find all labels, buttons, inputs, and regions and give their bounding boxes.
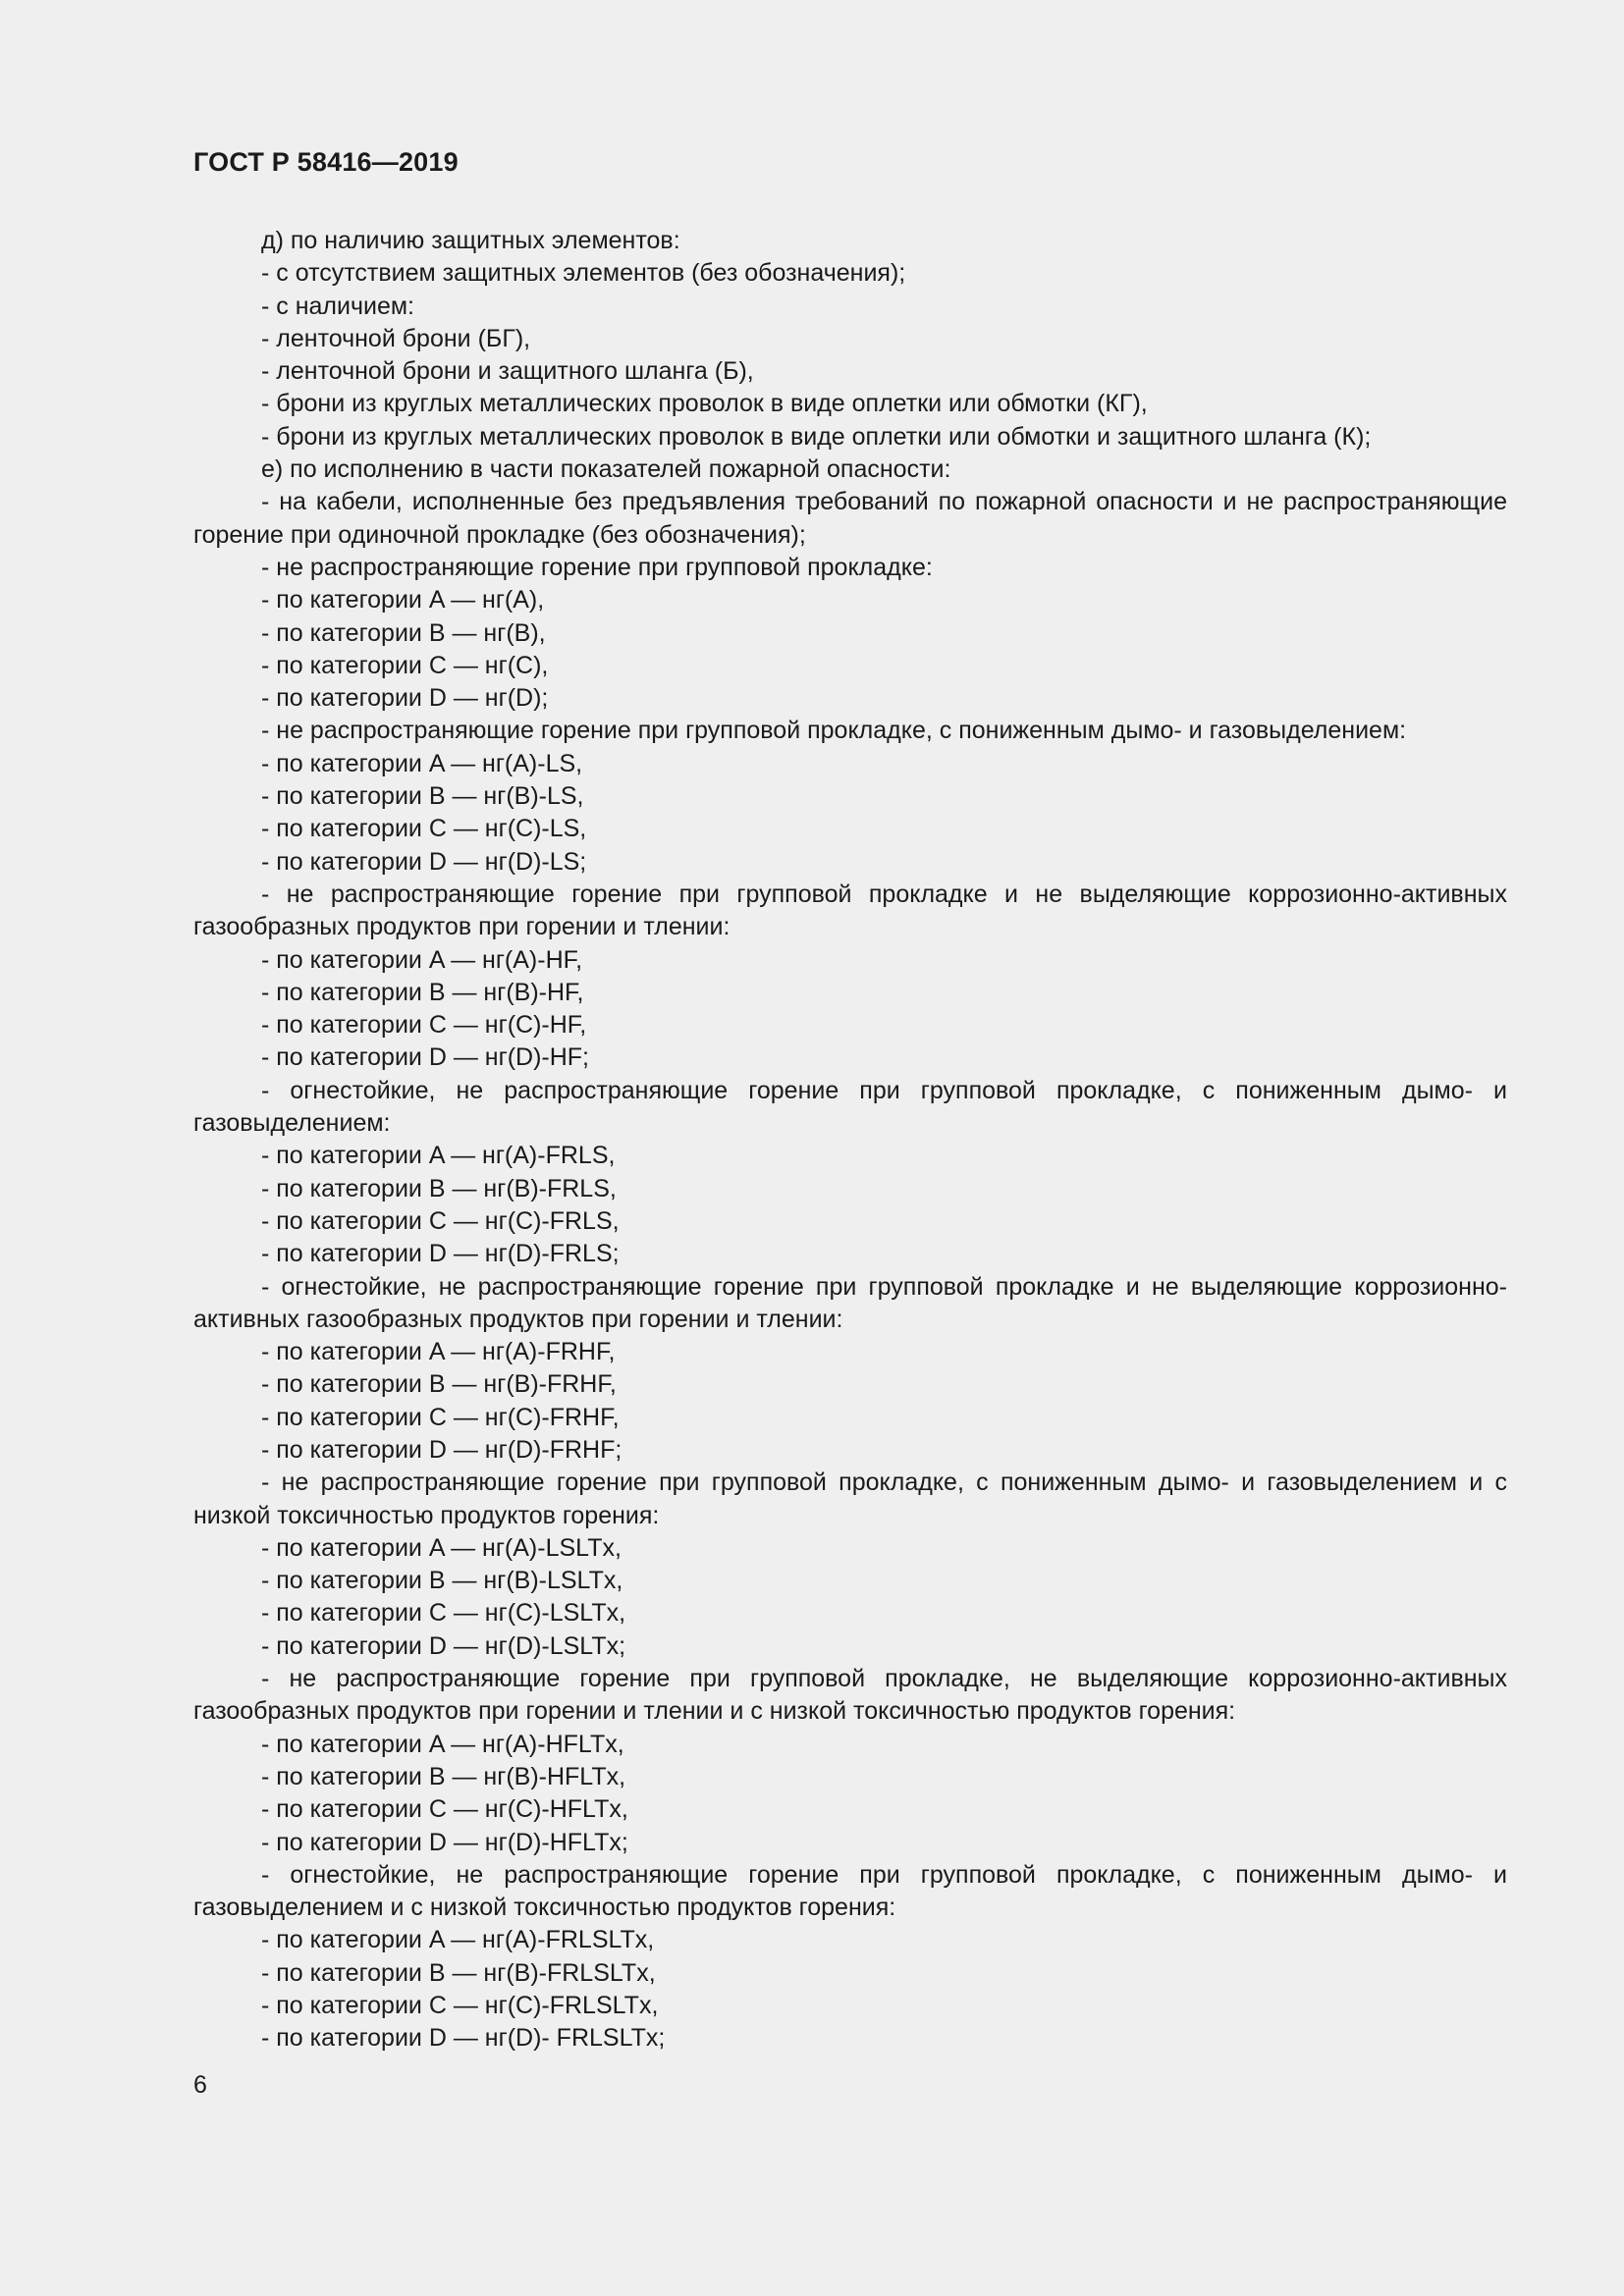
list-item: - по категории A — нг(A)-HF, xyxy=(261,945,583,974)
list-item: - огнестойкие, не распространяющие горение при групповой прокладке, с пониженным дымо- и газовыделением: xyxy=(193,1076,1507,1138)
list-item: - по категории D — нг(D)-HFLTx; xyxy=(261,1828,628,1856)
list-item: - по категории B — нг(B)-HFLTx, xyxy=(261,1762,626,1790)
list-item: - по категории C — нг(C)-LS, xyxy=(261,815,587,843)
list-item: - по категории D — нг(D)-FRHF; xyxy=(261,1435,623,1464)
page-number: 6 xyxy=(193,2071,207,2099)
document-header: ГОСТ Р 58416—2019 xyxy=(193,147,459,177)
list-item: - не распространяющие горение при групповой прокладке, с пониженным дымо- и газовыделением: xyxy=(261,717,1407,745)
list-item: - брони из круглых металлических проволок в виде оплетки или обмотки (КГ), xyxy=(261,390,1148,418)
list-item: - по категории C — нг(C)-FRLS, xyxy=(261,1206,620,1235)
list-item: - не распространяющие горение при групповой прокладке: xyxy=(261,553,933,581)
list-item: е) по исполнению в части показателей пожарной опасности: xyxy=(261,455,951,484)
list-item: - по категории D — нг(D); xyxy=(261,684,549,713)
list-item: - ленточной брони и защитного шланга (Б), xyxy=(261,357,754,386)
list-item: - не распространяющие горение при групповой прокладке, с пониженным дымо- и газовыделением и с низкой токсичностью продуктов горения: xyxy=(193,1468,1507,1529)
list-item: - по категории C — нг(C), xyxy=(261,651,549,679)
list-item: - по категории D — нг(D)-HF; xyxy=(261,1043,589,1072)
list-item: - по категории A — нг(A)-LSLTx, xyxy=(261,1533,622,1562)
list-item: - брони из круглых металлических проволок в виде оплетки или обмотки и защитного шланга (К); xyxy=(261,422,1372,451)
list-item: - по категории B — нг(B)-HF, xyxy=(261,978,584,1006)
list-item: - по категории A — нг(A)-LS, xyxy=(261,749,583,777)
list-item: - не распространяющие горение при групповой прокладке и не выделяющие коррозионно-активных газообразных продуктов при горении и тлении: xyxy=(193,880,1507,941)
list-item: - по категории A — нг(A), xyxy=(261,586,545,614)
list-item: - по категории B — нг(B)-FRHF, xyxy=(261,1370,617,1399)
list-item: - по категории B — нг(B)-LS, xyxy=(261,782,584,811)
list-item: - по категории D — нг(D)-LS; xyxy=(261,847,587,876)
list-item: - огнестойкие, не распространяющие горение при групповой прокладке и не выделяющие коррозионно-активных газообразных продуктов при горении и тлении: xyxy=(193,1272,1507,1333)
list-item: - по категории C — нг(C)-LSLTx, xyxy=(261,1599,626,1628)
list-item: д) по наличию защитных элементов: xyxy=(261,227,680,254)
list-item: - по категории A — нг(A)-FRLS, xyxy=(261,1142,616,1170)
list-item: - по категории B — нг(B)-FRLSLTx, xyxy=(261,1958,656,1987)
list-item: - по категории B — нг(B), xyxy=(261,618,546,647)
list-item: - по категории A — нг(A)-FRLSLTx, xyxy=(261,1926,655,1954)
document-body xyxy=(193,225,1507,2056)
list-item: - по категории B — нг(B)-LSLTx, xyxy=(261,1567,623,1595)
list-item: - ленточной брони (БГ), xyxy=(261,324,531,352)
list-item: - по категории C — нг(C)-HF, xyxy=(261,1011,587,1040)
list-item: - по категории D — нг(D)-LSLTx; xyxy=(261,1631,626,1660)
list-item: - с отсутствием защитных элементов (без обозначения); xyxy=(261,259,906,288)
list-item: - с наличием: xyxy=(261,292,415,320)
list-item: - по категории D — нг(D)-FRLS; xyxy=(261,1240,620,1268)
list-item: - не распространяющие горение при групповой прокладке, не выделяющие коррозионно-активных газообразных продуктов при горении и тлении и с низкой токсичностью продуктов горения: xyxy=(193,1665,1507,1726)
list-item: - по категории B — нг(B)-FRLS, xyxy=(261,1174,617,1202)
list-item: - по категории C — нг(C)-HFLTx, xyxy=(261,1795,628,1824)
list-item: - по категории C — нг(C)-FRLSLTx, xyxy=(261,1992,659,2020)
list-item: - на кабели, исполненные без предъявления требований по пожарной опасности и не распространяющие горение при одиночной прокладке (без обозначения); xyxy=(193,488,1507,549)
list-item: - по категории A — нг(A)-FRHF, xyxy=(261,1338,616,1366)
list-item: - по категории C — нг(C)-FRHF, xyxy=(261,1403,620,1431)
list-item: - по категории D — нг(D)- FRLSLTx; xyxy=(261,2024,666,2053)
list-item: - огнестойкие, не распространяющие горение при групповой прокладке, с пониженным дымо- и газовыделением и с низкой токсичностью продуктов горения: xyxy=(193,1860,1507,1922)
list-item: - по категории A — нг(A)-HFLTx, xyxy=(261,1730,624,1758)
